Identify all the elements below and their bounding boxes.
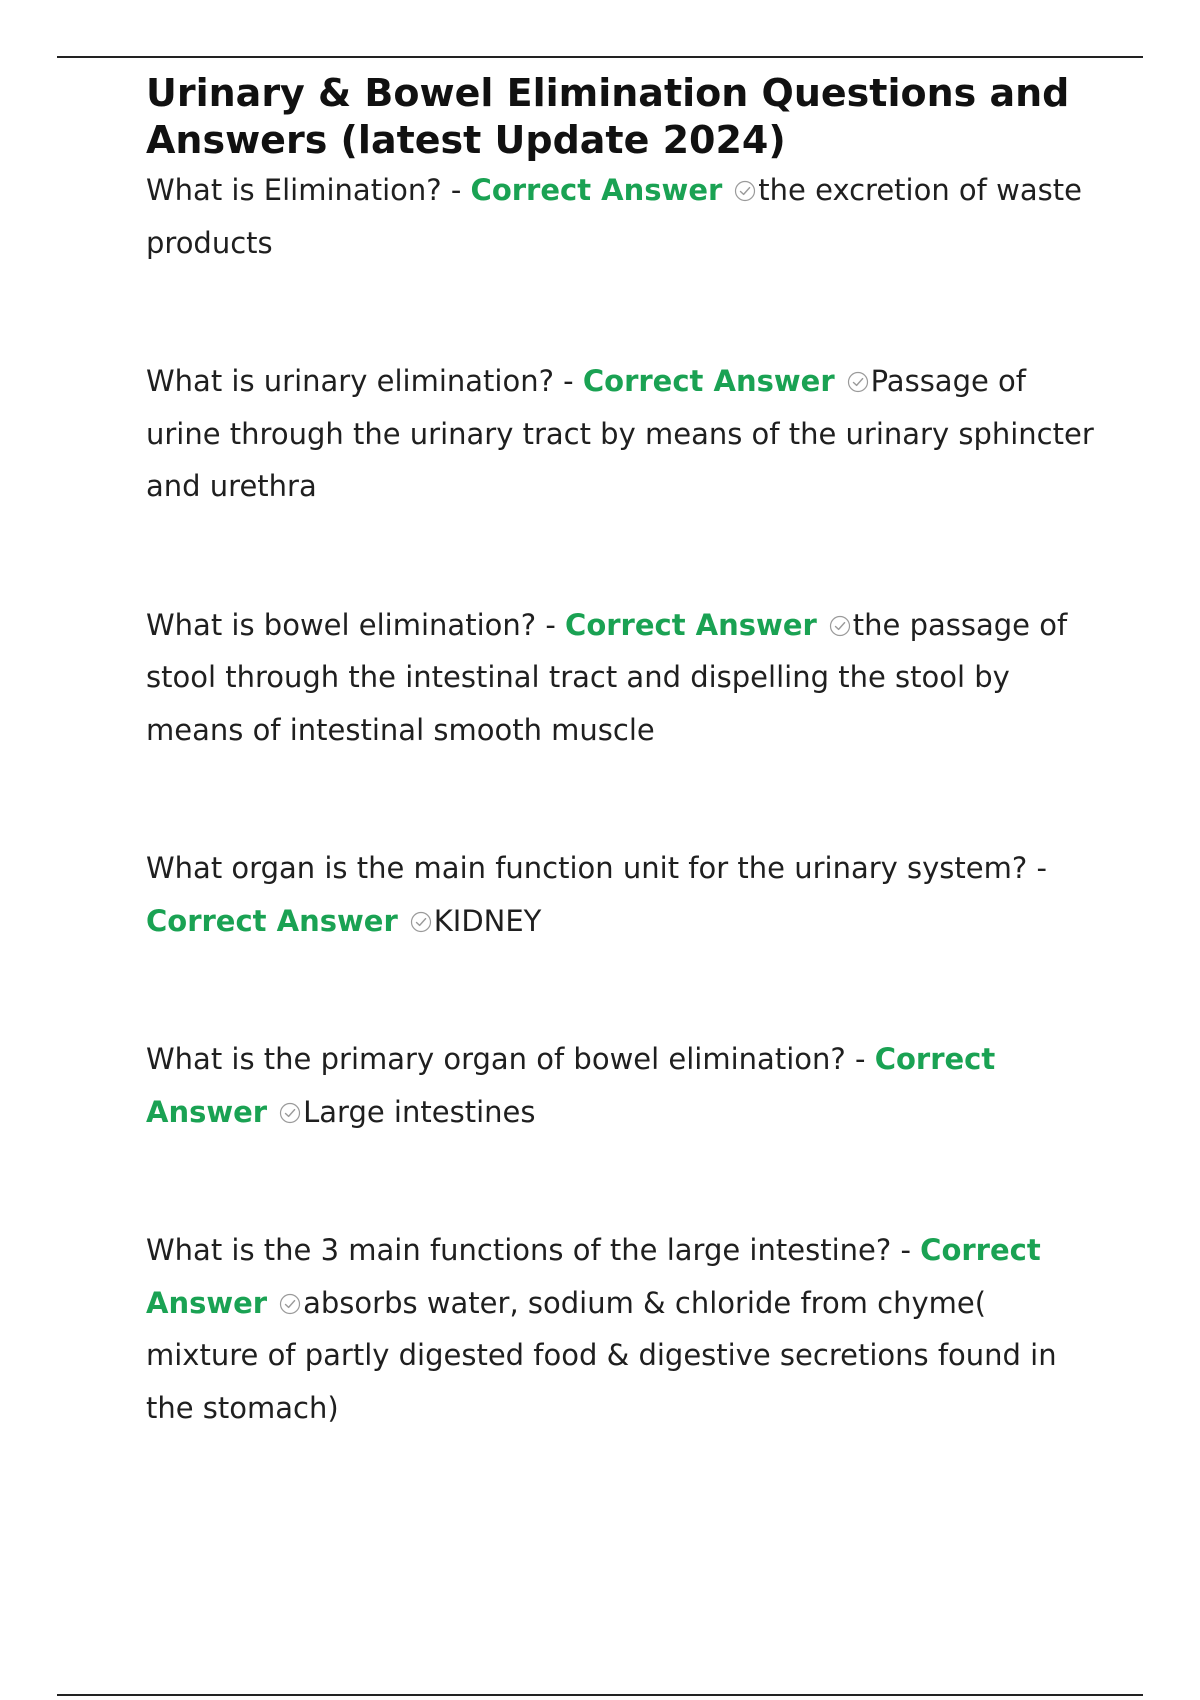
answer-text: the excretion of waste products bbox=[146, 173, 1082, 260]
question-text: What is bowel elimination? bbox=[146, 607, 537, 642]
separator: - bbox=[1027, 851, 1047, 885]
correct-answer-label: Correct Answer bbox=[470, 173, 723, 207]
qa-item bbox=[146, 355, 1096, 513]
check-circle-icon bbox=[410, 911, 432, 933]
qa-list bbox=[146, 164, 1096, 1434]
answer-text: the passage of stool through the intestinal tract and dispelling the stool by means of intestinal smooth muscle bbox=[146, 607, 1068, 747]
question-text: What is the primary organ of bowel elimination? bbox=[146, 1042, 846, 1076]
separator: - bbox=[441, 173, 471, 207]
answer-text: KIDNEY bbox=[433, 903, 542, 938]
correct-answer-label: Correct Answer bbox=[146, 1233, 1041, 1320]
question-text: What is Elimination? bbox=[146, 173, 442, 207]
separator: - bbox=[845, 1042, 875, 1076]
correct-answer-label: Correct Answer bbox=[146, 1042, 996, 1129]
question-text: What is the 3 main functions of the large intestine? bbox=[146, 1233, 892, 1267]
separator: - bbox=[536, 607, 566, 642]
document-body bbox=[146, 70, 1096, 1434]
answer-text: absorbs water, sodium & chloride from chyme( mixture of partly digested food & digestive secretions found in the stomach) bbox=[146, 1285, 1057, 1425]
check-circle-icon bbox=[734, 180, 756, 202]
answer-text: Large intestines bbox=[303, 1094, 536, 1129]
answer-text: Passage of urine through the urinary tract by means of the urinary sphincter and urethra bbox=[146, 364, 1094, 503]
correct-answer-label: Correct Answer bbox=[582, 364, 835, 398]
separator: - bbox=[891, 1233, 921, 1267]
check-circle-icon bbox=[279, 1293, 301, 1315]
question-text: What is urinary elimination? bbox=[146, 364, 554, 398]
top-rule bbox=[57, 56, 1143, 58]
check-circle-icon bbox=[279, 1102, 301, 1124]
check-circle-icon bbox=[829, 615, 851, 637]
qa-item bbox=[146, 599, 1096, 757]
qa-item bbox=[146, 1033, 1096, 1138]
separator: - bbox=[553, 364, 583, 398]
qa-item bbox=[146, 1224, 1096, 1434]
correct-answer-label: Correct Answer bbox=[146, 903, 398, 938]
qa-item bbox=[146, 842, 1096, 947]
check-circle-icon bbox=[847, 371, 869, 393]
qa-item bbox=[146, 164, 1096, 269]
document-title: Urinary & Bowel Elimination Questions and Answers (latest Update 2024) bbox=[146, 71, 1070, 162]
question-text: What organ is the main function unit for the urinary system? bbox=[146, 851, 1028, 885]
bottom-rule bbox=[57, 1694, 1143, 1696]
correct-answer-label: Correct Answer bbox=[565, 607, 817, 642]
